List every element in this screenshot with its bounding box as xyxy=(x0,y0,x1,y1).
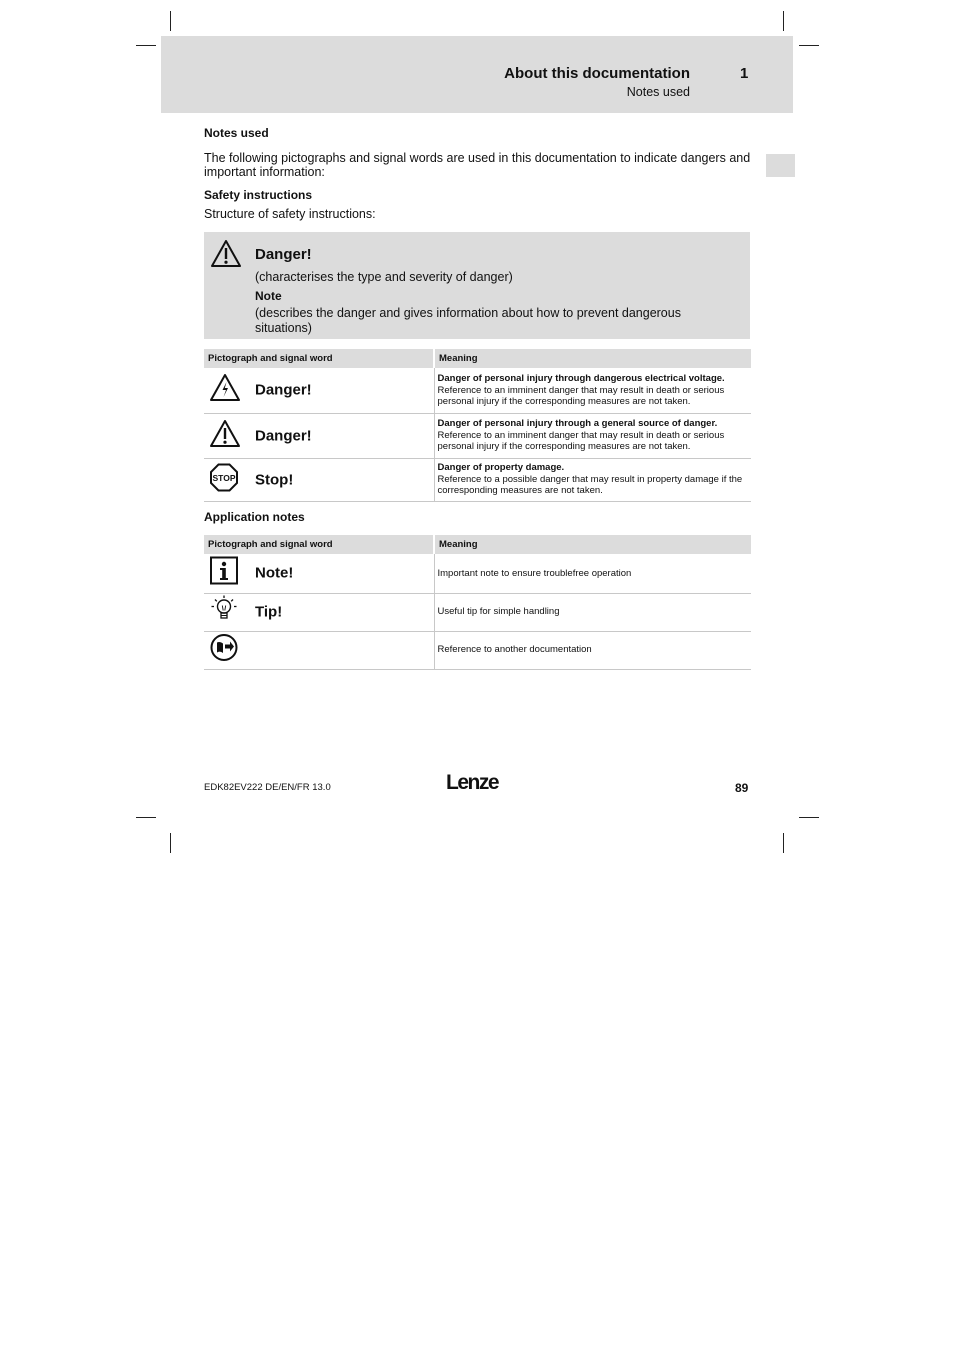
column-header: Meaning xyxy=(434,535,751,554)
note-description: (describes the danger and gives information about how to prevent dangerous situations) xyxy=(255,306,681,335)
table-header-row xyxy=(204,535,751,554)
application-notes-table xyxy=(204,535,751,670)
chapter-number: 1 xyxy=(740,65,749,82)
safety-heading: Safety instructions xyxy=(204,188,313,202)
table-row xyxy=(204,593,751,631)
column-header: Pictograph and signal word xyxy=(204,535,434,554)
document-id: EDK82EV222 DE/EN/FR 13.0 xyxy=(204,782,331,793)
crop-mark xyxy=(799,817,819,818)
table-row xyxy=(204,413,751,458)
pictograph-cell xyxy=(204,554,434,593)
application-heading: Application notes xyxy=(204,510,305,524)
signal-word: Stop! xyxy=(255,471,294,488)
table-row xyxy=(204,554,751,593)
pictograph-cell xyxy=(204,458,434,501)
general-danger-icon xyxy=(210,239,242,273)
lenze-logo: Lenze xyxy=(446,771,499,794)
signal-word: Danger! xyxy=(255,381,312,399)
header-title: About this documentation xyxy=(504,65,690,82)
meaning-title: Danger of personal injury through dangerous electrical voltage. xyxy=(437,373,725,384)
meaning-title: Danger of property damage. xyxy=(437,462,565,474)
lightbulb-icon xyxy=(209,595,239,630)
intro-paragraph: The following pictographs and signal words are used in this documentation to indicate dangers and important information: xyxy=(204,151,751,179)
crop-mark xyxy=(799,45,819,46)
table-row xyxy=(204,631,751,669)
meaning-text: Reference to an imminent danger that may result in death or serious personal injury if the corresponding measures are not taken. xyxy=(437,384,725,407)
signal-word: Note! xyxy=(255,564,294,582)
pictograph-cell xyxy=(204,631,434,669)
pictograph-cell xyxy=(204,368,434,413)
meaning-title: Danger of personal injury through a general source of danger. xyxy=(437,418,718,430)
table-header-row xyxy=(204,349,751,368)
signal-word: Danger! xyxy=(255,427,312,444)
stop-icon xyxy=(209,462,239,497)
section-title: Notes used xyxy=(204,126,269,140)
meaning-cell: Important note to ensure troublefree operation xyxy=(434,554,751,593)
signal-word: Tip! xyxy=(255,603,283,621)
meaning-cell: Reference to another documentation xyxy=(434,631,751,669)
crop-mark xyxy=(136,817,156,818)
crop-mark xyxy=(170,833,171,853)
table-row xyxy=(204,368,751,413)
header-subtitle: Notes used xyxy=(626,85,690,99)
book-reference-icon xyxy=(209,633,239,668)
meaning-cell xyxy=(434,458,751,501)
crop-mark xyxy=(170,11,171,31)
chapter-tab-marker xyxy=(766,154,795,177)
meaning-text: Reference to a possible danger that may result in property damage if the corresponding measures are not taken. xyxy=(437,473,743,497)
crop-mark xyxy=(783,11,784,31)
signal-word: Danger! xyxy=(255,246,312,263)
note-label: Note xyxy=(255,289,282,303)
table-row xyxy=(204,458,751,501)
danger-type-text: (characterises the type and severity of danger) xyxy=(255,270,513,284)
meaning-text: Reference to an imminent danger that may result in death or serious personal injury if the corresponding measures are not taken. xyxy=(437,429,725,453)
structure-label: Structure of safety instructions: xyxy=(204,207,376,221)
meaning-cell xyxy=(434,413,751,458)
meaning-cell xyxy=(434,368,751,413)
safety-notes-table xyxy=(204,349,751,502)
page-number: 89 xyxy=(735,781,749,795)
pictograph-cell xyxy=(204,593,434,631)
general-danger-icon xyxy=(209,419,241,453)
meaning-cell: Useful tip for simple handling xyxy=(434,593,751,631)
safety-instruction-example xyxy=(204,232,750,339)
crop-mark xyxy=(783,833,784,853)
column-header: Meaning xyxy=(434,349,751,368)
svg-text:STOP: STOP xyxy=(212,472,236,483)
info-icon xyxy=(209,556,239,591)
pictograph-cell xyxy=(204,413,434,458)
column-header: Pictograph and signal word xyxy=(204,349,434,368)
page-header xyxy=(161,36,793,113)
crop-mark xyxy=(136,45,156,46)
electrical-danger-icon xyxy=(209,373,241,407)
